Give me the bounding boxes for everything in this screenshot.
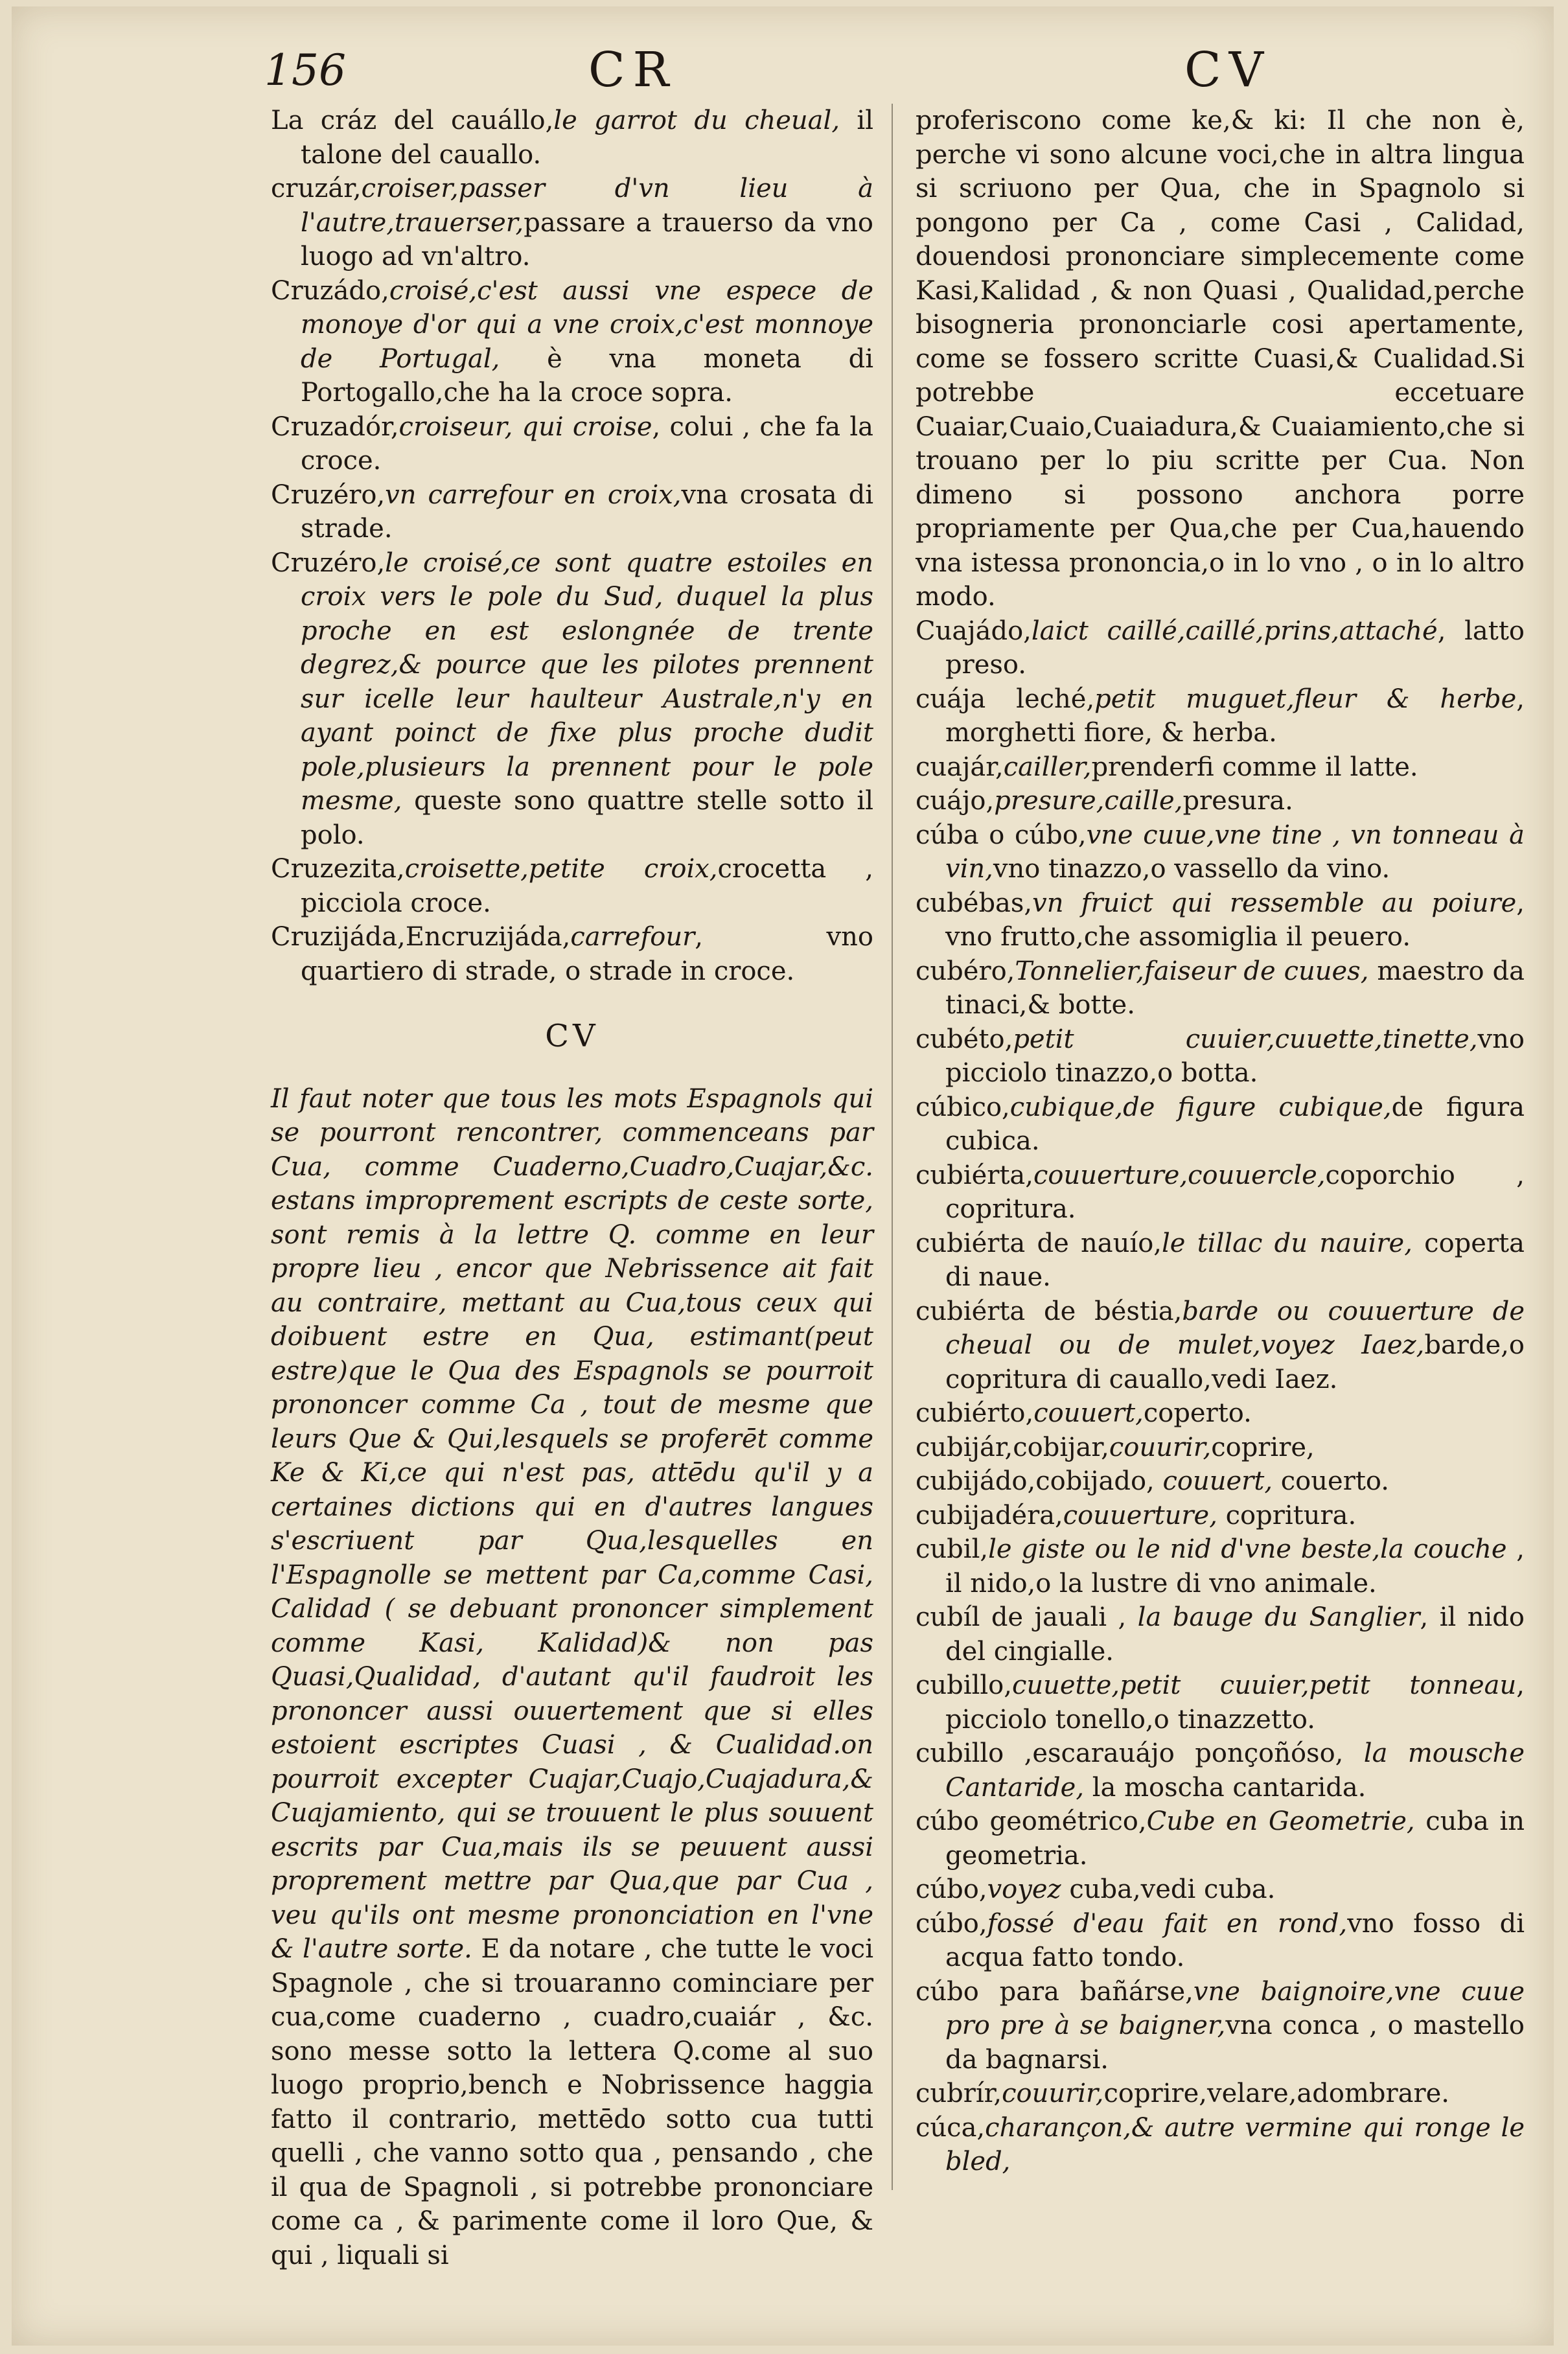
entry-headword: cubiérta de béstia, xyxy=(916,1296,1182,1326)
dictionary-entry xyxy=(916,1668,1525,1737)
entry-headword: cruzár, xyxy=(271,174,362,203)
entry-headword: cubijádo,cobijado, xyxy=(916,1466,1155,1496)
running-head-right: CV xyxy=(1184,42,1272,98)
page-number: 156 xyxy=(264,45,346,95)
dictionary-entry xyxy=(271,852,873,920)
dictionary-entry xyxy=(271,274,873,410)
dictionary-entry xyxy=(916,818,1525,886)
entry-italian-gloss: la moscha cantarida. xyxy=(1084,1772,1366,1803)
entry-french-gloss: barde ou couuerture de cheual ou de mulet,voyez Iaez, xyxy=(945,1296,1525,1360)
dictionary-entry xyxy=(916,2111,1525,2179)
dictionary-entry xyxy=(271,920,873,988)
entry-french-gloss: couuerture, xyxy=(1063,1500,1217,1530)
entry-italian-gloss: coprire,velare,adombrare. xyxy=(1103,2079,1449,2108)
dictionary-entry xyxy=(916,1805,1525,1873)
entry-italian-gloss: , vno frutto,che assomiglia il peuero. xyxy=(945,888,1525,952)
entry-headword: cúbo para bañárse, xyxy=(916,1976,1193,2007)
entry-headword: cubiérta de nauío, xyxy=(916,1228,1162,1258)
entry-french-gloss: le tillac du nauire, xyxy=(1162,1228,1412,1258)
entry-italian-gloss: couerto. xyxy=(1273,1466,1389,1496)
entry-french-gloss: croisette,petite croix, xyxy=(404,854,718,884)
entry-french-gloss: couurir, xyxy=(1109,1432,1212,1462)
entry-headword: cubillo ,escarauájo ponçoñóso, xyxy=(916,1738,1344,1768)
left-entry-list xyxy=(271,104,873,988)
section-heading-cv: CV xyxy=(545,1018,599,1054)
entry-headword: cubíl de jauali , xyxy=(916,1602,1127,1632)
dictionary-entry xyxy=(916,954,1525,1022)
entry-italian-gloss: , morghetti fiore, & herba. xyxy=(945,684,1525,748)
dictionary-entry xyxy=(916,1873,1525,1907)
dictionary-entry xyxy=(916,1975,1525,2077)
entry-headword: Cruzadór, xyxy=(271,411,399,442)
entry-french-gloss: petit cuuier,cuuette,tinette, xyxy=(1013,1024,1478,1054)
dictionary-entry xyxy=(916,682,1525,750)
entry-french-gloss: vn carrefour en croix, xyxy=(385,479,682,510)
entry-italian-gloss: maestro da tinaci,& botte. xyxy=(945,956,1525,1020)
dictionary-entry xyxy=(271,478,873,546)
entry-headword: cúbico, xyxy=(916,1092,1010,1122)
entry-headword: cuája leché, xyxy=(916,684,1095,714)
entry-italian-gloss: copritura. xyxy=(1217,1500,1357,1530)
running-head-left: CR xyxy=(588,42,677,98)
entry-french-gloss: cailler, xyxy=(1003,752,1092,782)
note-continuation: proferiscono come ke,& ki: Il che non è, perche vi sono alcune voci,che in altra lingua si scriuono per Qua, che in Spagnolo si pongono per Ca , come Casi , Calidad, douendosi prononciare simplecemente come Kasi,Kalidad , & non Quasi , Qualidad,perche bisogneria prononciarle cosi apertamente, come se fossero scritte Cuasi,& Cualidad.Si potrebbe eccetuare Cuaiar,Cuaio,Cuaiadura,& Cuaiamiento,che si trouano per lo piu scritte per Cua. Non dimeno si possono anchora porre propriamente per Qua,che per Cua,hauendo vna istessa prononcia,o in lo vno , o in lo altro modo. xyxy=(916,106,1525,612)
entry-headword: Cruzádo, xyxy=(271,275,389,306)
entry-french-gloss: Cube en Geometrie, xyxy=(1146,1806,1415,1836)
dictionary-entry xyxy=(916,1499,1525,1533)
entry-french-gloss: charançon,& autre vermine qui ronge le bled, xyxy=(945,2112,1525,2176)
dictionary-entry xyxy=(916,1090,1525,1159)
entry-french-gloss: couuert, xyxy=(1154,1466,1273,1496)
entry-french-gloss: carrefour xyxy=(570,922,695,952)
entry-french-gloss: laict caillé,caillé,prins,attaché xyxy=(1031,616,1438,646)
entry-italian-gloss: barde,o copritura di cauallo,vedi Iaez. xyxy=(945,1330,1525,1394)
entry-italian-gloss: vna crosata di strade. xyxy=(301,479,873,544)
dictionary-entry xyxy=(916,750,1525,785)
entry-headword: cúca, xyxy=(916,2112,986,2143)
entry-french-gloss: croisé,c'est aussi vne espece de monoye d'or qui a vne croix,c'est monnoye de Portugal, xyxy=(301,275,873,374)
entry-italian-gloss: vno picciolo tinazzo,o botta. xyxy=(945,1024,1525,1088)
entry-headword: Cruzijáda,Encruzijáda, xyxy=(271,922,571,952)
entry-headword: Cuajádo, xyxy=(916,616,1032,646)
dictionary-entry xyxy=(916,784,1525,818)
entry-headword: Cruzezita, xyxy=(271,854,405,884)
entry-headword: cubillo, xyxy=(916,1670,1012,1700)
entry-french-gloss: presure,caille, xyxy=(994,786,1183,816)
dictionary-entry xyxy=(916,1907,1525,1975)
dictionary-entry xyxy=(916,1022,1525,1090)
entry-italian-gloss: , il nido del cingialle. xyxy=(945,1602,1525,1667)
entry-italian-gloss: è vna moneta di Portogallo,che ha la croce sopra. xyxy=(301,343,873,408)
section-note-italian: E da notare , che tutte le voci Spagnole , che si trouaranno cominciare per cua,come cuaderno , cuadro,cuaiár , &c. sono messe sotto la lettera Q.come al suo luogo proprio,bench e Nobrissence haggia fatto il contrario, mettēdo sotto cua tutti quelli , che vanno sotto qua , pensando , che il qua de Spagnoli , si potrebbe prononciare come ca , & parimente come il loro Que, & qui , liquali si xyxy=(271,1934,873,2270)
entry-french-gloss: croiser,passer d'vn lieu à l'autre,trauerser, xyxy=(301,174,873,238)
entry-french-gloss: la bauge du Sanglier xyxy=(1126,1602,1420,1632)
entry-italian-gloss: passare a trauerso da vno luogo ad vn'altro. xyxy=(301,207,873,271)
entry-italian-gloss: il talone del cauallo. xyxy=(301,106,873,170)
entry-french-gloss: cuuette,petit cuuier,petit tonneau xyxy=(1011,1670,1517,1700)
entry-french-gloss: le croisé,ce sont quatre estoiles en croix vers le pole du Sud, duquel la plus proche en est eslongnée de trente degrez,& pource que les pilotes prennent sur icelle leur haulteur Australe,n'y en ayant poinct de fixe plus proche dudit pole,plusieurs la prennent pour le pole mesme, xyxy=(301,548,873,816)
entry-italian-gloss: coperto. xyxy=(1143,1398,1252,1428)
entry-headword: cubrír, xyxy=(916,2079,1002,2108)
dictionary-entry xyxy=(916,1737,1525,1805)
entry-headword: cubiérto, xyxy=(916,1398,1034,1428)
entry-italian-gloss: coporchio , copritura. xyxy=(945,1160,1525,1224)
dictionary-entry xyxy=(916,1295,1525,1397)
entry-french-gloss: couuerture,couuercle, xyxy=(1033,1160,1326,1190)
entry-french-gloss: fossé d'eau fait en rond, xyxy=(987,1908,1348,1939)
entry-headword: Cruzéro, xyxy=(271,548,386,578)
dictionary-entry xyxy=(916,2077,1525,2111)
dictionary-entry xyxy=(271,104,873,172)
dictionary-entry xyxy=(916,1600,1525,1668)
entry-french-gloss: couuert, xyxy=(1033,1398,1144,1428)
dictionary-entry xyxy=(916,614,1525,682)
entry-french-gloss: vn fruict qui ressemble au poiure xyxy=(1032,888,1517,918)
entry-italian-gloss: vno fosso di acqua fatto tondo. xyxy=(945,1908,1525,1972)
entry-headword: cubiérta, xyxy=(916,1160,1033,1190)
entry-headword: Cruzéro, xyxy=(271,479,386,510)
entry-french-gloss: le giste ou le nid d'vne beste,la couche xyxy=(988,1534,1507,1564)
entry-italian-gloss: coperta di naue. xyxy=(945,1228,1525,1292)
dictionary-entry xyxy=(916,1464,1525,1499)
dictionary-entry xyxy=(271,410,873,478)
dictionary-page xyxy=(12,6,1554,2346)
section-note xyxy=(271,1082,873,2273)
entry-italian-gloss: , colui , che fa la croce. xyxy=(301,411,873,476)
dictionary-entry xyxy=(916,1431,1525,1465)
right-entry-list xyxy=(916,614,1525,2179)
entry-italian-gloss: vno tinazzo,o vassello da vino. xyxy=(993,854,1390,884)
entry-headword: cubil, xyxy=(916,1534,989,1564)
entry-italian-gloss: , latto preso. xyxy=(945,616,1525,680)
entry-french-gloss: couurir, xyxy=(1002,2079,1104,2108)
entry-italian-gloss: , il nido,o la lustre di vno animale. xyxy=(945,1534,1525,1598)
dictionary-entry xyxy=(916,1159,1525,1227)
entry-headword: cúbo, xyxy=(916,1908,987,1939)
entry-italian-gloss: prenderfi comme il latte. xyxy=(1091,752,1418,782)
dictionary-entry xyxy=(916,1227,1525,1295)
entry-italian-gloss: queste sono quattre stelle sotto il polo. xyxy=(301,786,873,850)
entry-headword: cuájo, xyxy=(916,786,995,816)
entry-french-gloss: vne baignoire,vne cuue pro pre à se baigner, xyxy=(945,1976,1525,2040)
entry-italian-gloss: de figura cubica. xyxy=(945,1092,1525,1156)
section-note-french: Il faut noter que tous les mots Espagnols qui se pourront rencontrer, commenceans par Cua, comme Cuaderno,Cuadro,Cuajar,&c. estans improprement escripts de ceste sorte, sont remis à la lettre Q. comme en leur propre lieu , encor que Nebrissence ait fait au contraire, mettant au Cua,tous ceux qui doibuent estre en Qua, estimant(peut estre)que le Qua des Espagnols se pourroit prononcer comme Ca , tout de mesme que leurs Que & Qui,lesquels se proferēt comme Ke & Ki,ce qui n'est pas, attēdu qu'il y a certaines dictions qui en d'autres langues s'escriuent par Qua,lesquelles en l'Espagnolle se mettent par Ca,comme Casi, Calidad ( se debuant prononcer simplement comme Kasi, Kalidad)& non pas Quasi,Qualidad, d'autant qu'il faudroit les prononcer aussi ouuertement que si elles estoient escriptes Cuasi , & Cualidad.on pourroit excepter Cuajar,Cuajo,Cuajadura,& Cuajamiento, qui se trouuent le plus souuent escrits par Cua,mais ils se peuuent aussi proprement mettre par Qua,que par Cua , veu qu'ils ont mesme prononciation en l'vne & l'autre sorte. xyxy=(271,1083,873,1964)
entry-headword: cúba o cúbo, xyxy=(916,820,1087,850)
entry-headword: cubijadéra, xyxy=(916,1500,1063,1530)
right-column xyxy=(916,104,1525,2179)
entry-french-gloss: vne cuue,vne tine , vn tonneau à vin, xyxy=(945,820,1525,884)
column-divider xyxy=(892,104,893,2190)
entry-headword: cúbo geométrico, xyxy=(916,1806,1147,1836)
entry-french-gloss: le garrot du cheual, xyxy=(553,106,840,135)
entry-headword: cubijár,cobijar, xyxy=(916,1432,1109,1462)
entry-italian-gloss: presura. xyxy=(1182,786,1293,816)
dictionary-entry xyxy=(271,546,873,853)
entry-headword: cuajár, xyxy=(916,752,1004,782)
entry-italian-gloss: crocetta , picciola croce. xyxy=(301,854,873,918)
entry-headword: cúbo, xyxy=(916,1875,987,1904)
entry-french-gloss: la mousche Cantaride, xyxy=(945,1738,1525,1803)
entry-italian-gloss: cuba in geometria. xyxy=(945,1806,1525,1871)
entry-italian-gloss: cuba,vedi cuba. xyxy=(1061,1875,1276,1904)
entry-italian-gloss: coprire, xyxy=(1211,1432,1315,1462)
entry-french-gloss: cubique,de figure cubique, xyxy=(1009,1092,1392,1122)
entry-italian-gloss: , picciolo tonello,o tinazzetto. xyxy=(945,1670,1525,1735)
entry-french-gloss: voyez xyxy=(987,1875,1061,1904)
entry-headword: cubébas, xyxy=(916,888,1033,918)
entry-headword: cubéro, xyxy=(916,956,1015,986)
entry-french-gloss: Tonnelier,faiseur de cuues, xyxy=(1015,956,1369,986)
dictionary-entry xyxy=(916,1532,1525,1600)
entry-headword: cubéto, xyxy=(916,1024,1013,1054)
dictionary-entry xyxy=(916,886,1525,954)
entry-headword: La cráz del cauállo, xyxy=(271,106,554,135)
entry-french-gloss: petit muguet,fleur & herbe xyxy=(1094,684,1517,714)
left-column xyxy=(271,104,873,2272)
dictionary-entry xyxy=(916,1396,1525,1431)
entry-italian-gloss: , vno quartiero di strade, o strade in croce. xyxy=(301,922,873,986)
dictionary-entry xyxy=(271,172,873,274)
entry-french-gloss: croiseur, qui croise xyxy=(398,411,652,442)
entry-italian-gloss: vna conca , o mastello da bagnarsi. xyxy=(945,2011,1525,2075)
